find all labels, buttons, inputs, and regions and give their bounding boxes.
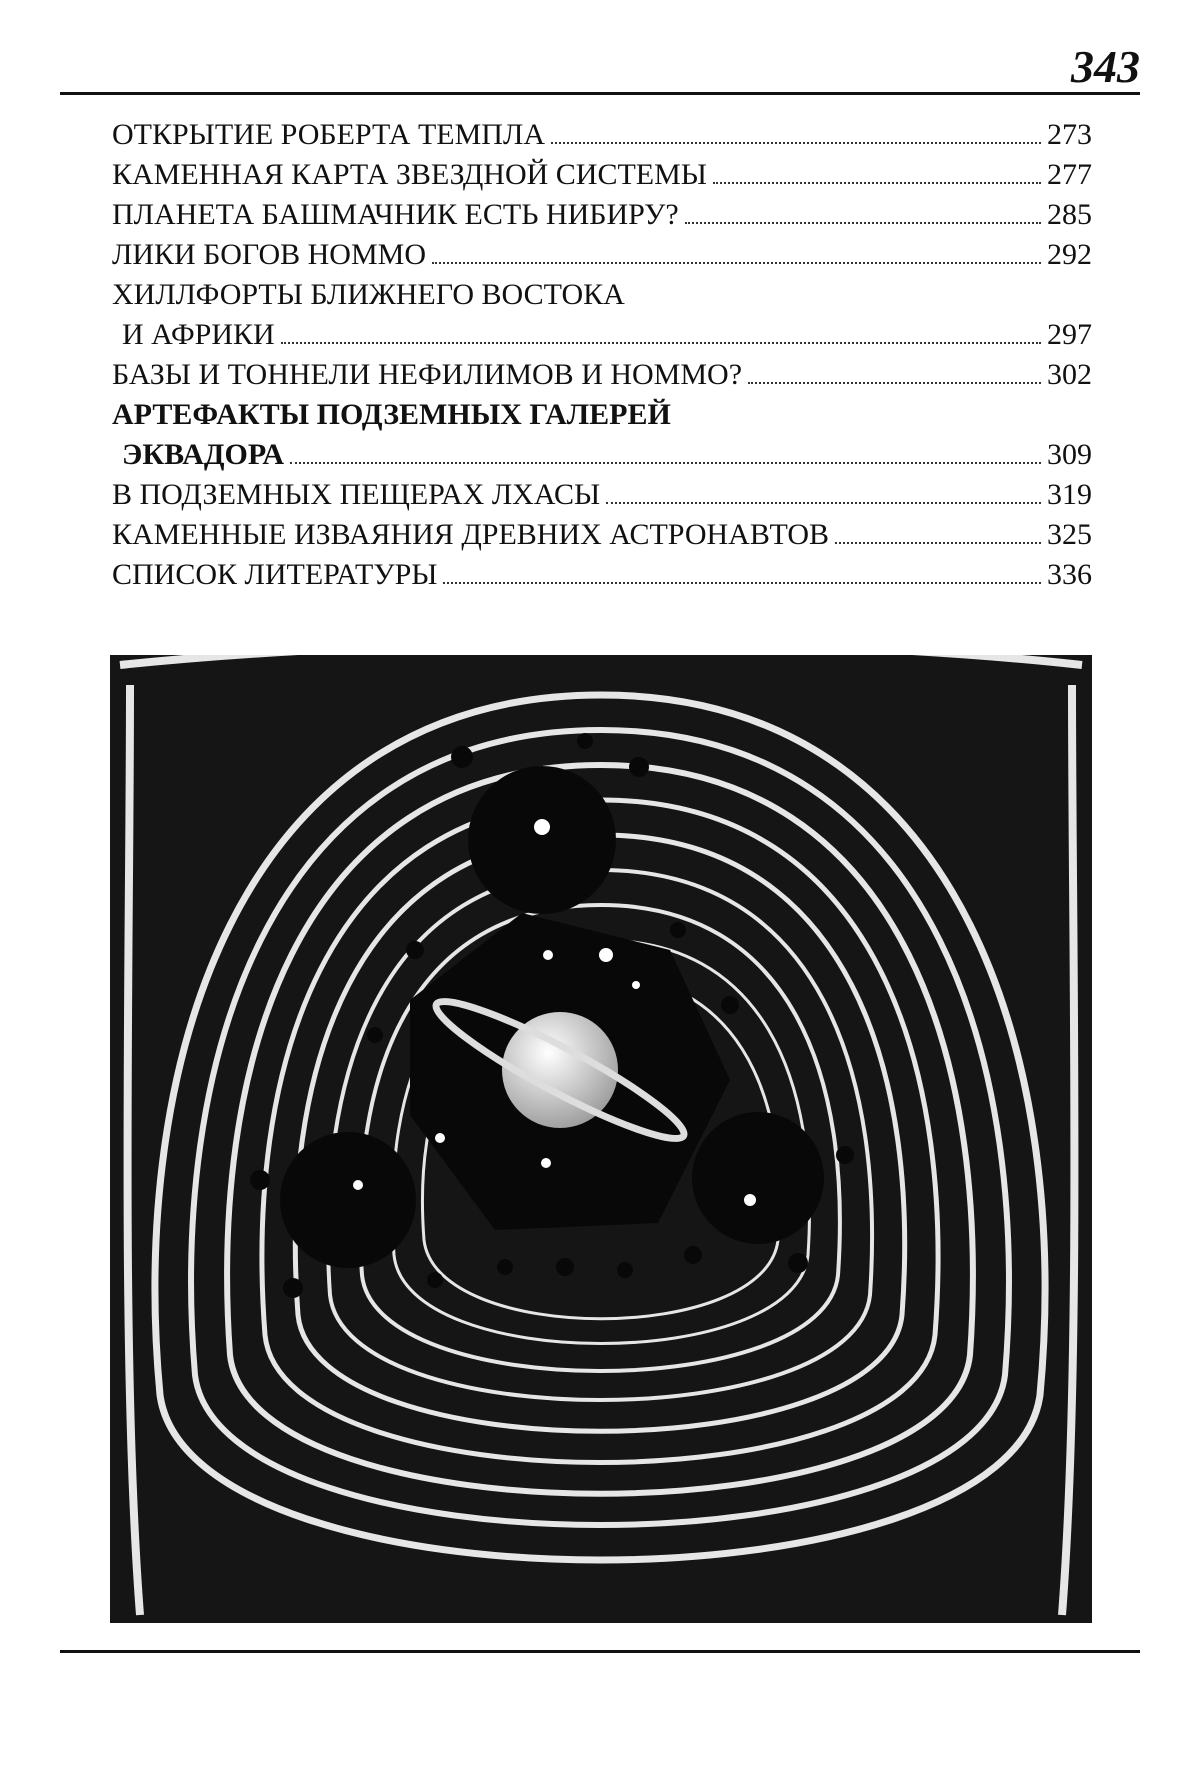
toc-entry[interactable] [112,155,1092,195]
toc-entry-page: 297 [1047,318,1092,351]
toc-entry[interactable] [112,555,1092,595]
toc-leader-dots [551,142,1041,144]
header-rule [60,92,1140,95]
toc-entry-title: КАМЕННАЯ КАРТА ЗВЕЗДНОЙ СИСТЕМЫ [112,158,707,191]
toc-entry[interactable] [112,235,1092,275]
toc-entry-title: ЭКВАДОРА [122,438,285,471]
toc-leader-dots [432,262,1041,264]
table-of-contents [112,115,1092,595]
toc-entry-title: ЛИКИ БОГОВ НОММО [112,238,426,271]
toc-entry-title: В ПОДЗЕМНЫХ ПЕЩЕРАХ ЛХАСЫ [112,478,601,511]
toc-leader-dots [281,342,1041,344]
toc-leader-dots [835,542,1041,544]
toc-entry-title: КАМЕННЫЕ ИЗВАЯНИЯ ДРЕВНИХ АСТРОНАВТОВ [112,518,830,551]
toc-leader-dots [606,502,1041,504]
space-fractal-illustration [110,655,1092,1623]
toc-entry[interactable] [112,355,1092,395]
toc-entry-title: ПЛАНЕТА БАШМАЧНИК ЕСТЬ НИБИРУ? [112,198,679,231]
toc-entry-title: СПИСОК ЛИТЕРАТУРЫ [112,558,438,591]
illustration-svg [110,655,1092,1623]
toc-entry-page: 309 [1047,438,1092,471]
toc-entry[interactable] [112,435,1092,475]
toc-entry[interactable] [112,515,1092,555]
toc-entry-page: 325 [1047,518,1092,551]
toc-entry[interactable] [112,115,1092,155]
toc-entry[interactable] [112,195,1092,235]
page-number: 343 [1071,41,1140,92]
toc-entry-page: 292 [1047,238,1092,271]
toc-leader-dots [748,382,1041,384]
toc-entry-page: 285 [1047,198,1092,231]
toc-entry[interactable] [112,315,1092,355]
toc-leader-dots [443,582,1041,584]
toc-entry-page: 277 [1047,158,1092,191]
toc-leader-dots [713,182,1041,184]
toc-entry-page: 319 [1047,478,1092,511]
footer-rule [60,1650,1140,1653]
toc-entry-title: ОТКРЫТИЕ РОБЕРТА ТЕМПЛА [112,118,545,151]
toc-entry-page: 273 [1047,118,1092,151]
toc-leader-dots [685,222,1041,224]
toc-entry[interactable] [112,475,1092,515]
toc-entry-title: И АФРИКИ [122,318,275,351]
toc-entry[interactable] [112,275,1092,315]
toc-entry-title: БАЗЫ И ТОННЕЛИ НЕФИЛИМОВ И НОММО? [112,358,743,391]
toc-entry-page: 336 [1047,558,1092,591]
toc-entry[interactable] [112,395,1092,435]
toc-entry-title: ХИЛЛФОРТЫ БЛИЖНЕГО ВОСТОКА [112,278,625,311]
toc-entry-title: АРТЕФАКТЫ ПОДЗЕМНЫХ ГАЛЕРЕЙ [112,398,671,431]
toc-leader-dots [290,462,1041,464]
toc-entry-page: 302 [1047,358,1092,391]
